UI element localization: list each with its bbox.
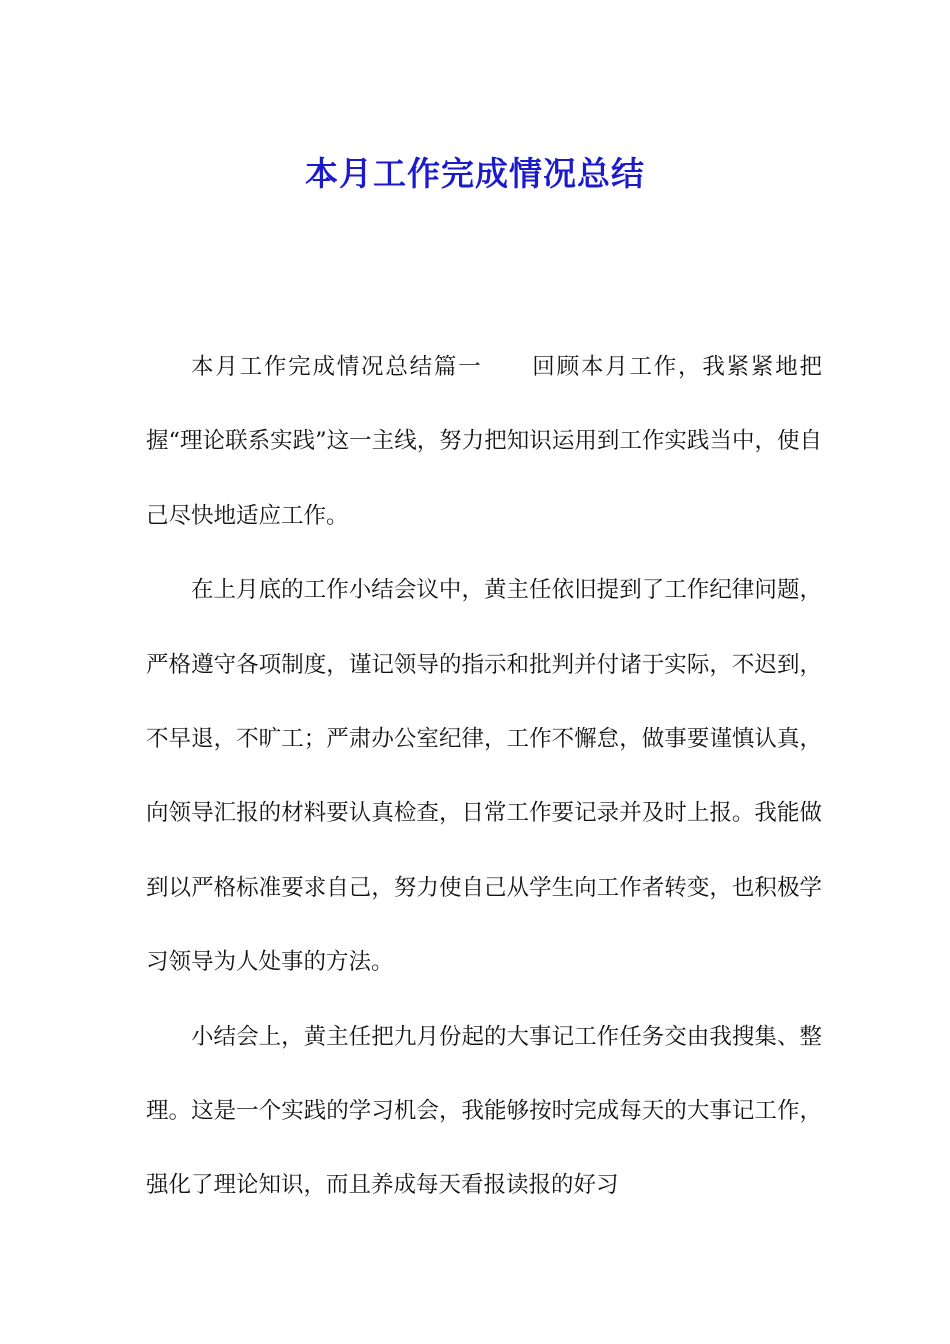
document-body [146, 330, 822, 1223]
paragraph-2: 在上月底的工作小结会议中，黄主任依旧提到了工作纪律问题，严格遵守各项制度，谨记领导的指示和批判并付诸于实际，不迟到，不早退，不旷工；严肃办公室纪律，工作不懈怠，做事要谨慎认真，向领导汇报的材料要认真检查，日常工作要记录并及时上报。我能做到以严格标准要求自己，努力使自己从学生向工作者转变，也积极学习领导为人处事的方法。 [146, 577, 822, 976]
paragraph-3: 小结会上，黄主任把九月份起的大事记工作任务交由我搜集、整理。这是一个实践的学习机会，我能够按时完成每天的大事记工作，强化了理论知识，而且养成每天看报读报的好习 [146, 1023, 822, 1199]
paragraph-1-text: 回顾本月工作，我紧紧地把握“理论联系实践”这一主线，努力把知识运用到工作实践当中，使自己尽快地适应工作。 [146, 354, 822, 529]
document-title: 本月工作完成情况总结 [305, 154, 645, 194]
paragraph-1 [146, 330, 822, 553]
paragraph-1-lead: 本月工作完成情况总结篇一 [191, 354, 483, 380]
